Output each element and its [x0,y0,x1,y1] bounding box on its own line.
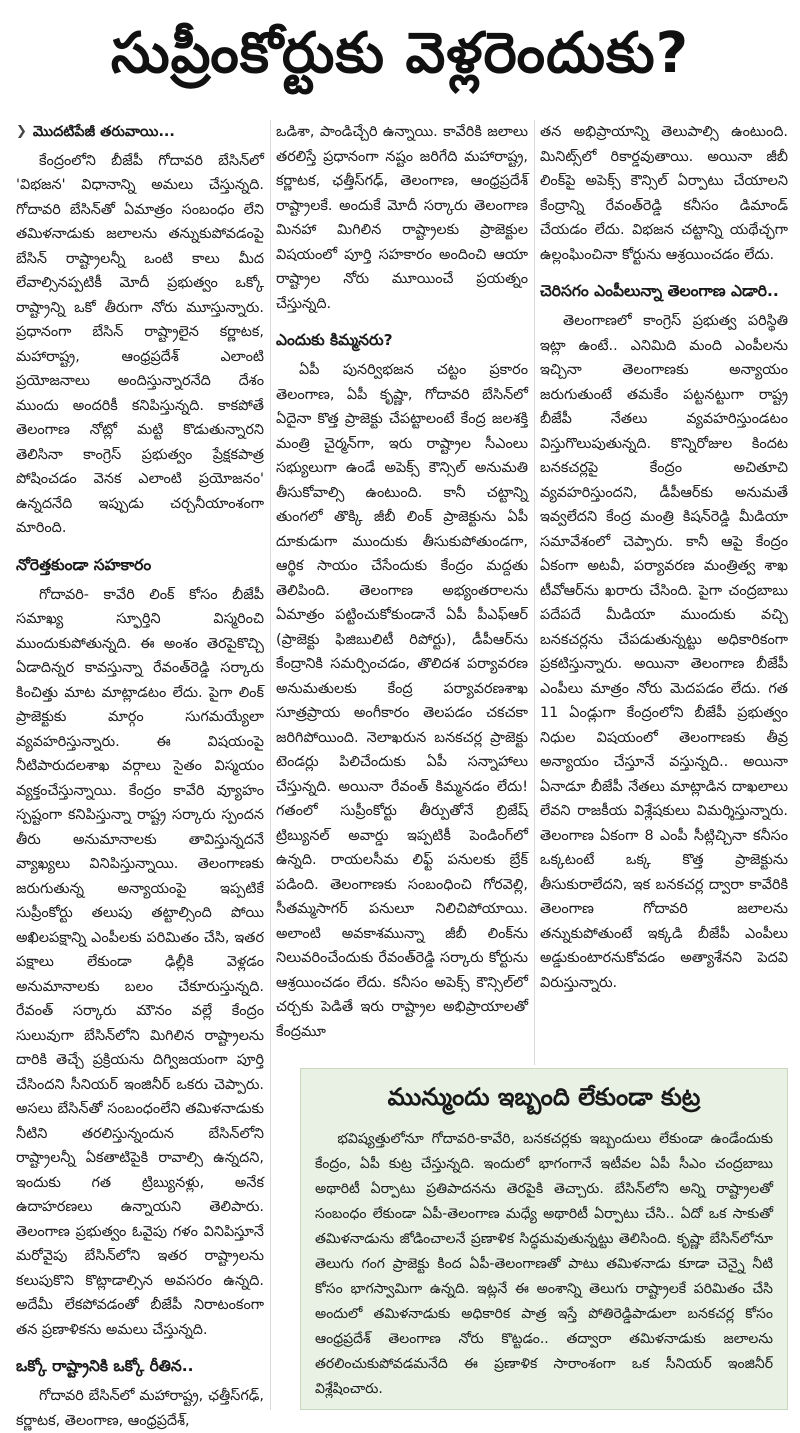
subheading: ఎందుకు కిమ్మనరు? [276,331,393,349]
paragraph: ఏపీ పునర్విభజన చట్టం ప్రకారం తెలంగాణ, ఏపీ కృష్ణా, గోదావరి బేసిన్‌లో ఏదైనా కొత్త ప్రాజెక్టు చేపట్టాలంటే కేంద్ర జలశక్తి మంత్రి చైర్మన్‌గా, ఇరు రాష్ట్రాల సీఎంలు సభ్యులుగా ఉండే అపెక్స్ కౌన్సిల్ అనుమతి తీసుకోవాల్సి ఉంటుంది. కానీ చట్టాన్ని తుంగలో తొక్కి జీబీ లింక్ ప్రాజెక్టును ఏపీ దూకుడుగా ముందుకు తీసుకుపోతుండగా, ఆర్థిక సాయం చేసేందుకు కేంద్రం మద్దతు తెలిపింది. తెలంగాణ అభ్యంతరాలను ఏమాత్రం పట్టించుకోకుండానే ఏపీ పీఎఫ్‌ఆర్ (ప్రాజెక్టు ఫిజిబులిటీ రిపోర్టు), డీపీఆర్‌ను కేంద్రానికి సమర్పించడం, తొలిదశ పర్యావరణ అనుమతులకు కేంద్ర పర్యావరణశాఖ సూత్రప్రాయ అంగీకారం తెలపడం చకచకా జరిగిపోయింది. నెలాఖరున బనకచర్ల ప్రాజెక్టు టెండర్లు పిలిచేందుకు ఏపీ సన్నాహాలు చేస్తున్నది. అయినా రేవంత్ కిమ్మనడం లేదు! గతంలో సుప్రీంకోర్టు తీర్పుతోనే బ్రిజేష్ ట్రిబ్యునల్ అవార్డు ఇప్పటికీ పెండింగ్‌లో ఉన్నది. రాయలసీమ లిఫ్ట్ పనులకు బ్రేక్ పడింది. తెలంగాణకు సంబంధించి గోరవెల్లి, సీతమ్మసాగర్ పనులూ నిలిచిపోయాయి. అలాంటి అవకాశమున్నా జీబీ లింక్‌ను నిలువరించేందుకు రేవంత్‌రెడ్డి సర్కారు కోర్టును ఆశ్రయించడం లేదు. కనీసం అపెక్స్ కౌన్సిల్‌లో చర్చకు పెడితే ఇరు రాష్ట్రాల అభిప్రాయాలతో కేంద్రమూ [276,362,528,1040]
paragraph: తెలంగాణలో కాంగ్రెస్ ప్రభుత్వ పరిస్థితి ఇట్లా ఉంటే.. ఎనిమిది మంది ఎంపీలను ఇచ్చినా తెలంగాణకు అన్యాయం జరుగుతుంటే తమకేం పట్టనట్టుగా రాష్ట్ర బీజేపీ నేతలు వ్యవహరిస్తుండటం విస్తుగొలుపుతున్నది. కొన్నిరోజుల కిందట బనకచర్లపై కేంద్రం అచితూచి వ్యవహరిస్తుందని, డీపీఆర్‌కు అనుమతే ఇవ్వలేదని కేంద్ర మంత్రి కిషన్‌రెడ్డి మీడియా సమావేశంలో చెప్పారు. కానీ ఆపై కేంద్రం ఏకంగా అటవీ, పర్యావరణ మంత్రిత్వ శాఖ టీవోఆర్‌ను ఖరారు చేసింది. పైగా చంద్రబాబు పదేపదే మీడియా ముందుకు వచ్చి బనకచర్లను చేపడుతున్నట్టు అధికారికంగా ప్రకటిస్తున్నారు. అయినా తెలంగాణ బీజేపీ ఎంపీలు మాత్రం నోరు మెదపడం లేదు. గత 11 ఏండ్లుగా కేంద్రంలోని బీజేపీ ప్రభుత్వం నిధుల విషయంలో తెలంగాణకు తీవ్ర అన్యాయం చేస్తూనే వస్తున్నది.. అయినా ఏనాడూ బీజేపీ నేతలు మాట్లాడిన దాఖలాలు లేవని రాజకీయ విశ్లేషకులు విమర్శిస్తున్నారు. తెలంగాణ ఏకంగా 8 ఎంపీ సీట్లిచ్చినా కనీసం ఒక్కటంటే ఒక్క కొత్త ప్రాజెక్టును తీసుకురాలేదని, ఇక బనకచర్ల ద్వారా కావేరికి తెలంగాణ గోదావరి జలాలను తన్నుకుపోతుంటే ఇక్కడి బీజేపీ ఎంపీలు అడ్డుకుంటారనుకోవడం అత్యాశేనని పెదవి విరుస్తున్నారు. [540,313,788,991]
jump-line-text: మొదటిపేజీ తరువాయి... [32,124,175,140]
column-divider [270,120,271,1410]
paragraph: గోదావరి- కావేరి లింక్ కోసం బీజేపీ సమాఖ్య స్ఫూర్తిని విస్మరించి ముందుకుపోతున్నది. ఈ అంశం తెరపైకొచ్చి ఏడాదిన్నర కావస్తున్నా రేవంత్‌రెడ్డి సర్కారు కించిత్తు మాట మాట్లాడటం లేదు. పైగా లింక్ ప్రాజెక్టుకు మార్గం సుగమయ్యేలా వ్యవహరిస్తున్నారు. ఈ విషయంపై నీటిపారుదలశాఖ వర్గాలు సైతం విస్మయం వ్యక్తంచేస్తున్నాయి. కేంద్రం కావేరి వ్యూహం స్పష్టంగా కనిపిస్తున్నా రాష్ట్ర సర్కారు స్పందన తీరు అనుమానాలకు తావిస్తున్నదనే వ్యాఖ్యలు వినిపిస్తున్నాయి. తెలంగాణకు జరుగుతున్న అన్యాయంపై ఇప్పటికే సుప్రీంకోర్టు తలుపు తట్టాల్సింది పోయి అఖిలపక్షాన్ని ఎంపీలకు పరిమితం చేసి, ఇతర పక్షాలు లేకుండా ఢిల్లీకి వెళ్లడం అనుమానాలకు బలం చేకూరుస్తున్నది. రేవంత్ సర్కారు మౌనం వల్లే కేంద్రం సులువుగా బేసిన్‌లోని మిగిలిన రాష్ట్రాలను దారికి తెచ్చే ప్రక్రియను దిగ్విజయంగా పూర్తి చేసిందని సీనియర్ ఇంజినీర్ ఒకరు చెప్పారు. అసలు బేసిన్‌తో సంబంధంలేని తమిళనాడుకు నీటిని తరలిస్తున్నందున బేసిన్‌లోని రాష్ట్రాలన్నీ ఏకతాటిపైకి రావాల్సి ఉన్నదని, ఇందుకు గత ట్రిబ్యునళ్లు, అనేక ఉదాహరణలు ఉన్నాయని తెలిపారు. తెలంగాణ ప్రభుత్వం ఓవైపు గళం వినిపిస్తూనే మరోవైపు బేసిన్‌లోని ఇతర రాష్ట్రాలను కలుపుకొని కొట్లాడాల్సిన అవసరం ఉన్నది. అదేమీ లేకపోవడంతో బీజేపీ నిరాటంకంగా తన ప్రణాళికను అమలు చేస్తున్నది. [16,586,264,1338]
column-1 [16,120,264,1429]
box-title: మున్ముందు ఇబ్బంది లేకుండా కుట్ర [387,1083,701,1111]
headline: సుప్రీంకోర్టుకు వెళ్లరెందుకు? [110,20,690,86]
paragraph: కేంద్రంలోని బీజేపీ గోదావరి బేసిన్‌లో 'విభజన' విధానాన్ని అమలు చేస్తున్నది. గోదావరి బేసిన్‌తో ఏమాత్రం సంబంధం లేని తమిళనాడుకు జలాలను తన్నుకుపోవడంపై బేసిన్ రాష్ట్రాలన్నీ ఒంటి కాలు మీద లేవాల్సినప్పటికీ మోదీ ప్రభుత్వం ఒక్కో రాష్ట్రాన్ని ఒకో తీరుగా నోరు మూస్తున్నారు. ప్రధానంగా బేసిన్ రాష్ట్రాలైన కర్ణాటక, మహారాష్ట్ర, ఆంధ్రప్రదేశ్ ఎలాంటి ప్రయోజనాలు అందిస్తున్నారనేది దేశం ముందు అందరికీ కనిపిస్తున్నది. కాకపోతే తెలంగాణ నోట్లో మట్టి కొడుతున్నారని తెలిసినా కాంగ్రెస్ ప్రభుత్వం ప్రేక్షకపాత్ర పోషించడం వెనక ఎలాంటి ప్రయోజనం' ఉన్నదనేది ఇప్పుడు చర్చనీయాంశంగా మారింది. [16,152,264,536]
paragraph: ఒడిశా, పాండిచ్చేరి ఉన్నాయి. కావేరికి జలాలు తరలిస్తే ప్రధానంగా నష్టం జరిగేది మహారాష్ట్ర, కర్ణాటక, ఛత్తీస్‌గఢ్, తెలంగాణ, ఆంధ్రప్రదేశ్ రాష్ట్రాలకే. అందుకే మోదీ సర్కారు తెలంగాణ మినహా మిగిలిన రాష్ట్రాలకు ప్రాజెక్టుల విషయంలో పూర్తి సహకారం అందించి ఆయా రాష్ట్రాల నోరు మూయించే ప్రయత్నం చేస్తున్నది. [276,124,528,312]
subheading: చెరిసగం ఎంపీలున్నా తెలంగాణ ఎడారి.. [540,282,779,300]
paragraph: తన అభిప్రాయాన్ని తెలుపాల్సి ఉంటుంది. మినిట్స్‌లో రికార్డవుతాయి. అయినా జీబీ లింక్‌పై అపెక్స్ కౌన్సిల్ ఏర్పాటు చేయాలని కేంద్రాన్ని రేవంత్‌రెడ్డి కనీసం డిమాండ్ చేయడం లేదు. విభజన చట్టాన్ని యథేచ్ఛగా ఉల్లంఘించినా కోర్టును ఆశ్రయించడం లేదు. [540,124,788,263]
paragraph: భవిష్యత్తులోనూ గోదావరి-కావేరి, బనకచర్లకు ఇబ్బందులు లేకుండా ఉండేందుకు కేంద్రం, ఏపీ కుట్ర చేస్తున్నది. ఇందులో భాగంగానే ఇటీవల ఏపీ సీఎం చంద్రబాబు అథారిటీ ఏర్పాటు ప్రతిపాదనను తెరపైకి తెచ్చారు. బేసిన్‌లోని అన్ని రాష్ట్రాలతో సంబంధం లేకుండా ఏపీ-తెలంగాణ మధ్యే అథారిటీ ఏర్పాటు చేసి.. ఏదో ఒక సాకుతో తమిళనాడును జోడించాలనే ప్రణాళిక సిద్ధమవుతున్నట్టు తెలిసింది. కృష్ణా బేసిన్‌లోనూ తెలుగు గంగ ప్రాజెక్టు కింద ఏపీ-తెలంగాణతో పాటు తమిళనాడు కూడా చెన్నై నీటి కోసం భాగస్వామిగా ఉన్నది. ఇట్లనే ఈ అంశాన్ని తెలుగు రాష్ట్రాలకే పరిమితం చేసి అందులో తమిళనాడుకు అధికారిక పాత్ర ఇస్తే పోతిరెడ్డిపాడులా బనకచర్ల కోసం ఆంధ్రప్రదేశ్ తెలంగాణ నోరు కొట్టడం.. తద్వారా తమిళనాడుకు జలాలను తరలించుకుపోవడమనేది ఈ ప్రణాళిక సారాంశంగా ఒక సీనియర్ ఇంజినీర్ విశ్లేషించారు. [315,1131,773,1397]
column-divider [534,120,535,1065]
subheading: నోరెత్తకుండా సహకారం [16,555,152,574]
continued-from-front-page [16,120,264,145]
subheading: ఒక్కో రాష్ట్రానికి ఒక్కో రీతిన.. [16,1357,194,1375]
chevron-right-icon: ❯ [16,124,27,139]
sidebar-box [300,1068,788,1410]
paragraph: గోదావరి బేసిన్‌లో మహారాష్ట్ర, ఛత్తీస్‌గఢ్, కర్ణాటక, తెలంగాణ, ఆంధ్రప్రదేశ్, [16,1388,264,1429]
column-3 [540,120,788,1065]
box-body [301,1127,787,1402]
